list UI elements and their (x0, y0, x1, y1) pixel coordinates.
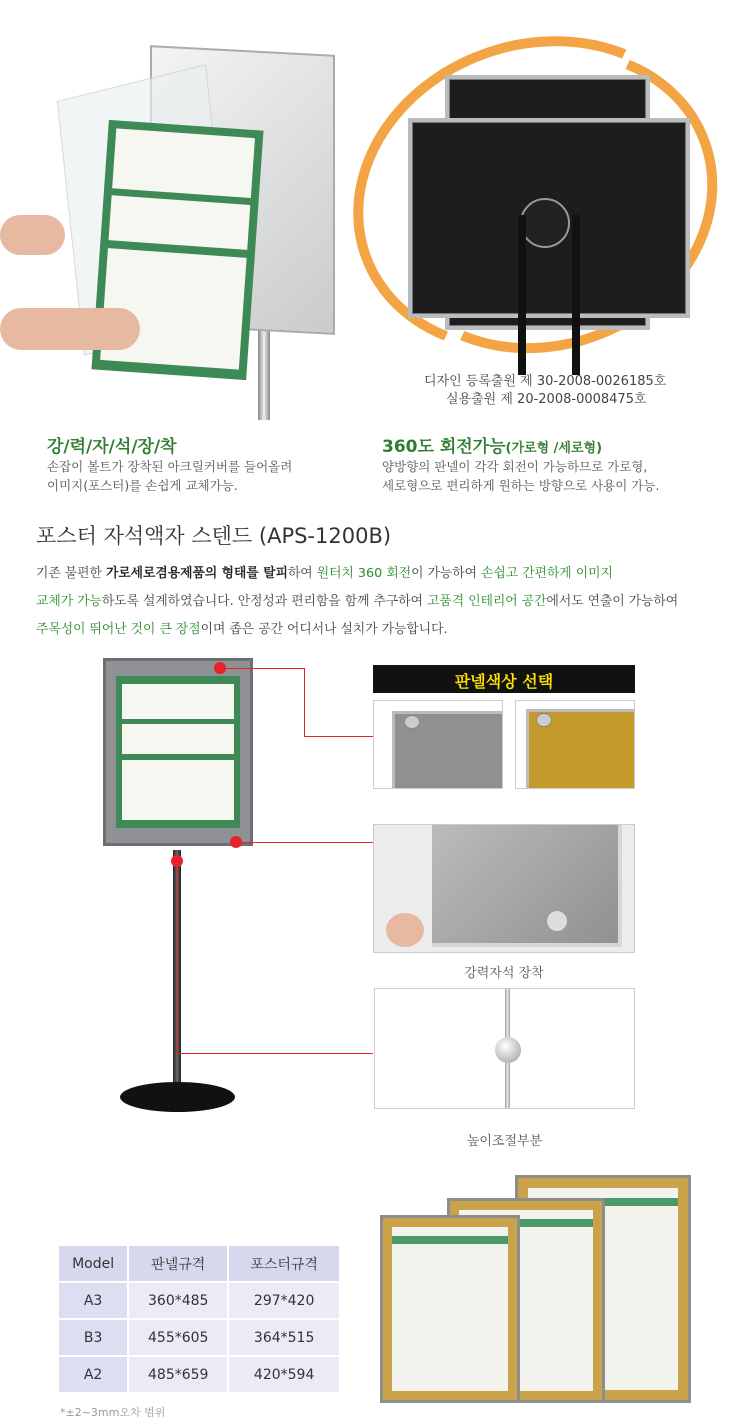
feature-rotation-title: 360도 회전가능(가로형 /세로형) (382, 437, 603, 457)
rotation-photo (350, 30, 730, 380)
patent-info (424, 373, 724, 409)
acrylic-cover-photo (0, 40, 350, 420)
stand-leg-left (518, 215, 526, 375)
table-row: A2 485*659 420*594 (59, 1357, 339, 1392)
table-row: B3 455*605 364*515 (59, 1320, 339, 1355)
patent-design: 디자인 등록출원 제 30-2008-0026185호 (424, 374, 667, 389)
hand-top (0, 215, 65, 255)
product-stand (80, 650, 280, 1150)
magnet-bolt-icon (404, 715, 420, 729)
tolerance-note: *±2~3mm오차 범위 (60, 1406, 166, 1419)
height-caption: 높이조절부분 (466, 1134, 543, 1149)
connector-line (304, 668, 305, 736)
connector-line (304, 736, 374, 737)
rotation-hub (520, 198, 570, 248)
size-comparison-photo (375, 1170, 695, 1406)
header-model: Model (59, 1246, 127, 1281)
connector-line (220, 668, 304, 669)
finger (386, 913, 424, 947)
frame-a3 (380, 1215, 520, 1403)
table-header-row (59, 1246, 339, 1281)
height-adjust-photo (374, 988, 635, 1109)
feature-magnet-title: 강/력/자/석/장/착 (47, 437, 177, 457)
adjust-knob-icon (495, 1037, 521, 1063)
panel-color-heading: 판넬색상 선택 (373, 665, 635, 693)
stand-base (120, 1082, 235, 1112)
connector-line (236, 842, 374, 843)
stand-pole (258, 330, 270, 420)
page-title: 포스터 자석액자 스텐드 (APS-1200B) (36, 524, 392, 548)
patent-utility: 실용출원 제 20-2008-0008475호 (446, 392, 647, 407)
connector-line (177, 1053, 373, 1054)
hand-bottom (0, 308, 140, 350)
feature-magnet-desc: 손잡이 볼트가 장착된 아크릴커버를 들어올려 이미지(포스터)를 손쉽게 교체가능. (47, 459, 293, 493)
stand-frame (103, 658, 253, 846)
magnet-icon (546, 910, 568, 932)
magnet-closeup-photo (373, 824, 635, 953)
stand-poster (116, 676, 240, 828)
panel-color-gray[interactable] (373, 700, 503, 789)
stand-leg-right (572, 215, 580, 375)
panel-color-gold[interactable] (515, 700, 635, 789)
header-panel-size: 판넬규격 (129, 1246, 227, 1281)
table-row: A3 360*485 297*420 (59, 1283, 339, 1318)
feature-rotation-desc: 양방향의 판넬이 각각 회전이 가능하므로 가로형, 세로형으로 편리하게 원하는 방향으로 사용이 가능. (382, 459, 660, 493)
spec-table (57, 1244, 341, 1394)
header-poster-size: 포스터규격 (229, 1246, 339, 1281)
connector-line (177, 861, 178, 1053)
intro-paragraph: 기존 불편한 가로세로겸용제품의 형태를 탈피하여 원터치 360 회전이 가능하여 손쉽고 간편하게 이미지 교체가 가능하도록 설계하였습니다. 안정성과 편리함을 함께 추구하여 고품격 인테리어 공간에서도 연출이 가능하여 주목성이 뛰어난 것이 큰 장점이며 좁은 공간 어디서나 설치가 가능합니다. (36, 566, 679, 637)
magnet-bolt-icon (536, 713, 552, 727)
magnet-caption: 강력자석 장착 (464, 966, 544, 981)
